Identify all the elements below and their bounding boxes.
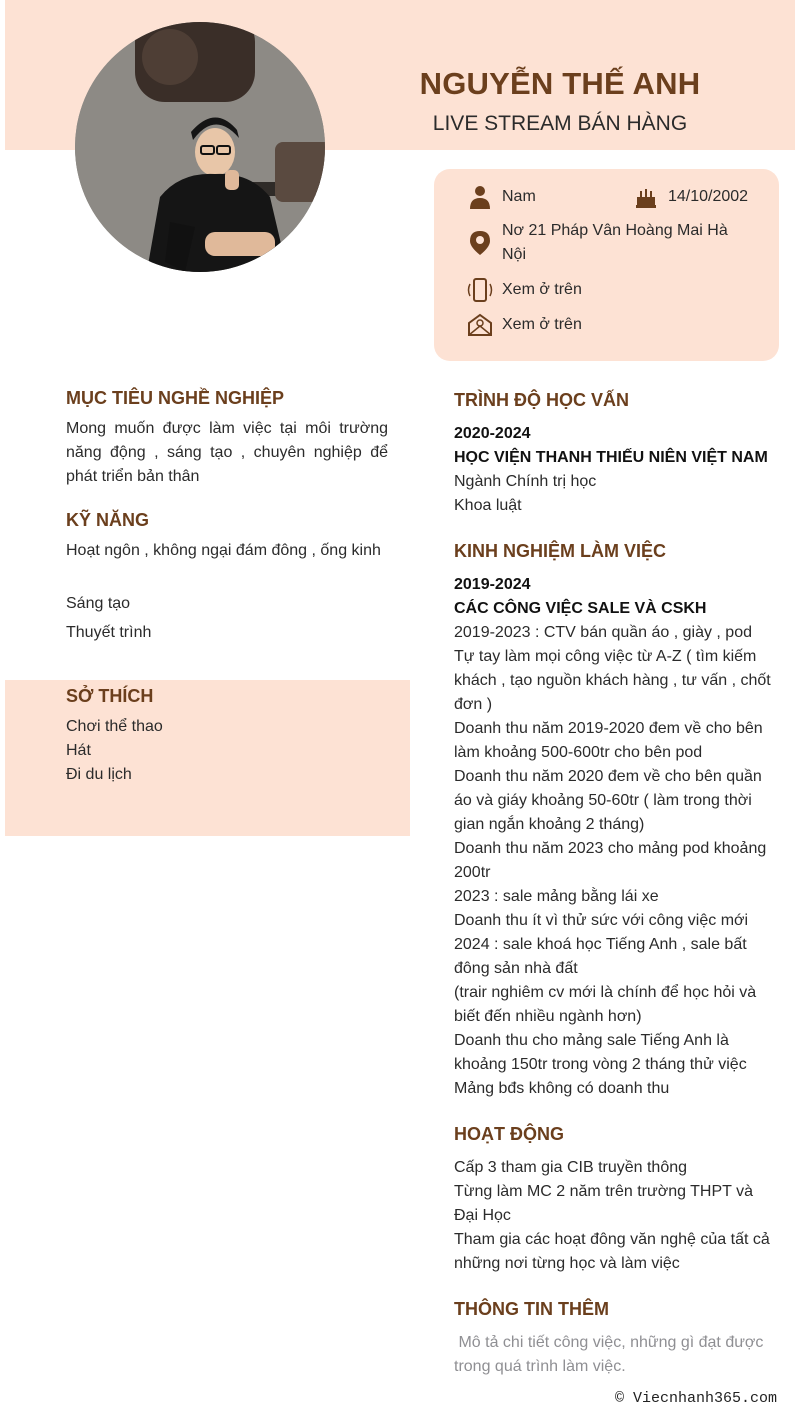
hobby-item: Đi du lịch <box>66 766 132 783</box>
birthday-value: 14/10/2002 <box>668 188 749 205</box>
skills-title: KỸ NĂNG <box>66 510 150 530</box>
experience-line: Doanh thu ít vì thử sức với công việc mới <box>454 912 749 929</box>
email-row <box>466 313 582 337</box>
activities-title: HOẠT ĐỘNG <box>454 1124 564 1144</box>
skill-item: Sáng tạo <box>66 595 131 612</box>
experience-line: Doanh thu năm 2019-2020 đem về cho bên làm khoảng 500-600tr cho bên pod <box>454 720 763 761</box>
birthday-row <box>632 185 748 209</box>
experience-line: Doanh thu cho mảng sale Tiếng Anh là khoảng 150tr trong vòng 2 tháng thử việc <box>454 1032 747 1073</box>
hobby-item: Chơi thể thao <box>66 718 163 735</box>
experience-line: Mảng bđs không có doanh thu <box>454 1080 670 1097</box>
experience-line: Doanh thu năm 2023 cho mảng pod khoảng 200tr <box>454 840 767 881</box>
avatar-illustration <box>75 22 325 272</box>
hobbies-list <box>66 715 163 787</box>
education-block <box>454 422 784 518</box>
education-period: 2020-2024 <box>454 425 531 442</box>
address-row <box>466 219 756 267</box>
education-major: Ngành Chính trị học <box>454 473 597 490</box>
experience-line: Doanh thu năm 2020 đem về cho bên quần áo và giáy khoảng 50-60tr ( làm trong thời gian ngắn khoảng 2 tháng) <box>454 768 762 833</box>
objective-text: Mong muốn được làm việc tại môi trường năng động , sáng tạo , chuyên nghiệp để phát triển bản thân <box>66 420 388 485</box>
address-value: Nơ 21 Pháp Vân Hoàng Mai Hà Nội <box>502 222 728 263</box>
additional-info-placeholder[interactable]: Mô tả chi tiết công việc, những gì đạt được trong quá trình làm việc. <box>454 1334 768 1375</box>
hobbies-title: SỞ THÍCH <box>66 686 154 706</box>
gender-row <box>466 185 536 209</box>
hobby-item: Hát <box>66 742 91 759</box>
experience-role: CÁC CÔNG VIỆC SALE VÀ CSKH <box>454 600 707 617</box>
phone-value: Xem ở trên <box>502 281 582 298</box>
email-value: Xem ở trên <box>502 316 582 333</box>
experience-line: (trair nghiêm cv mới là chính để học hỏi và biết đến nhiều ngành hơn) <box>454 984 757 1025</box>
skill-item: Hoạt ngôn , không ngại đám đông , ống kinh <box>66 542 381 559</box>
phone-icon <box>466 278 494 302</box>
activity-line: Tham gia các hoạt đông văn nghệ của tất cả những nơi từng học và làm việc <box>454 1231 770 1272</box>
experience-line: 2023 : sale mảng bằng lái xe <box>454 888 659 905</box>
footer-copyright: © Viecnhanh365.com <box>614 1390 777 1407</box>
avatar <box>75 22 325 272</box>
experience-title: KINH NGHIỆM LÀM VIỆC <box>454 541 667 561</box>
experience-line: 2024 : sale khoá học Tiếng Anh , sale bất đông sản nhà đất <box>454 936 747 977</box>
cake-icon <box>632 185 660 209</box>
objective-title: MỤC TIÊU NGHỀ NGHIỆP <box>66 388 285 408</box>
activities-block <box>454 1156 774 1276</box>
skill-item: Thuyết trình <box>66 624 152 641</box>
gender-value: Nam <box>502 188 536 205</box>
activity-line: Từng làm MC 2 năm trên trường THPT và Đại Học <box>454 1183 753 1224</box>
education-title: TRÌNH ĐỘ HỌC VẤN <box>454 390 629 410</box>
experience-block <box>454 573 782 1101</box>
contact-info-box <box>434 169 779 361</box>
activity-line: Cấp 3 tham gia CIB truyền thông <box>454 1159 688 1176</box>
location-pin-icon <box>466 231 494 255</box>
job-title: LIVE STREAM BÁN HÀNG <box>432 112 688 135</box>
person-icon <box>466 185 494 209</box>
candidate-name: NGUYỄN THẾ ANH <box>419 66 701 101</box>
education-faculty: Khoa luật <box>454 497 522 514</box>
experience-line: 2019-2023 : CTV bán quần áo , giày , pod <box>454 624 752 641</box>
education-school: HỌC VIỆN THANH THIẾU NIÊN VIỆT NAM <box>454 449 768 466</box>
phone-row <box>466 278 582 302</box>
experience-line: Tự tay làm mọi công việc từ A-Z ( tìm kiếm khách , tạo nguồn khách hàng , tư vấn , chốt đơn ) <box>454 648 771 713</box>
experience-period: 2019-2024 <box>454 576 531 593</box>
additional-info-title: THÔNG TIN THÊM <box>454 1299 609 1319</box>
email-icon <box>466 313 494 337</box>
